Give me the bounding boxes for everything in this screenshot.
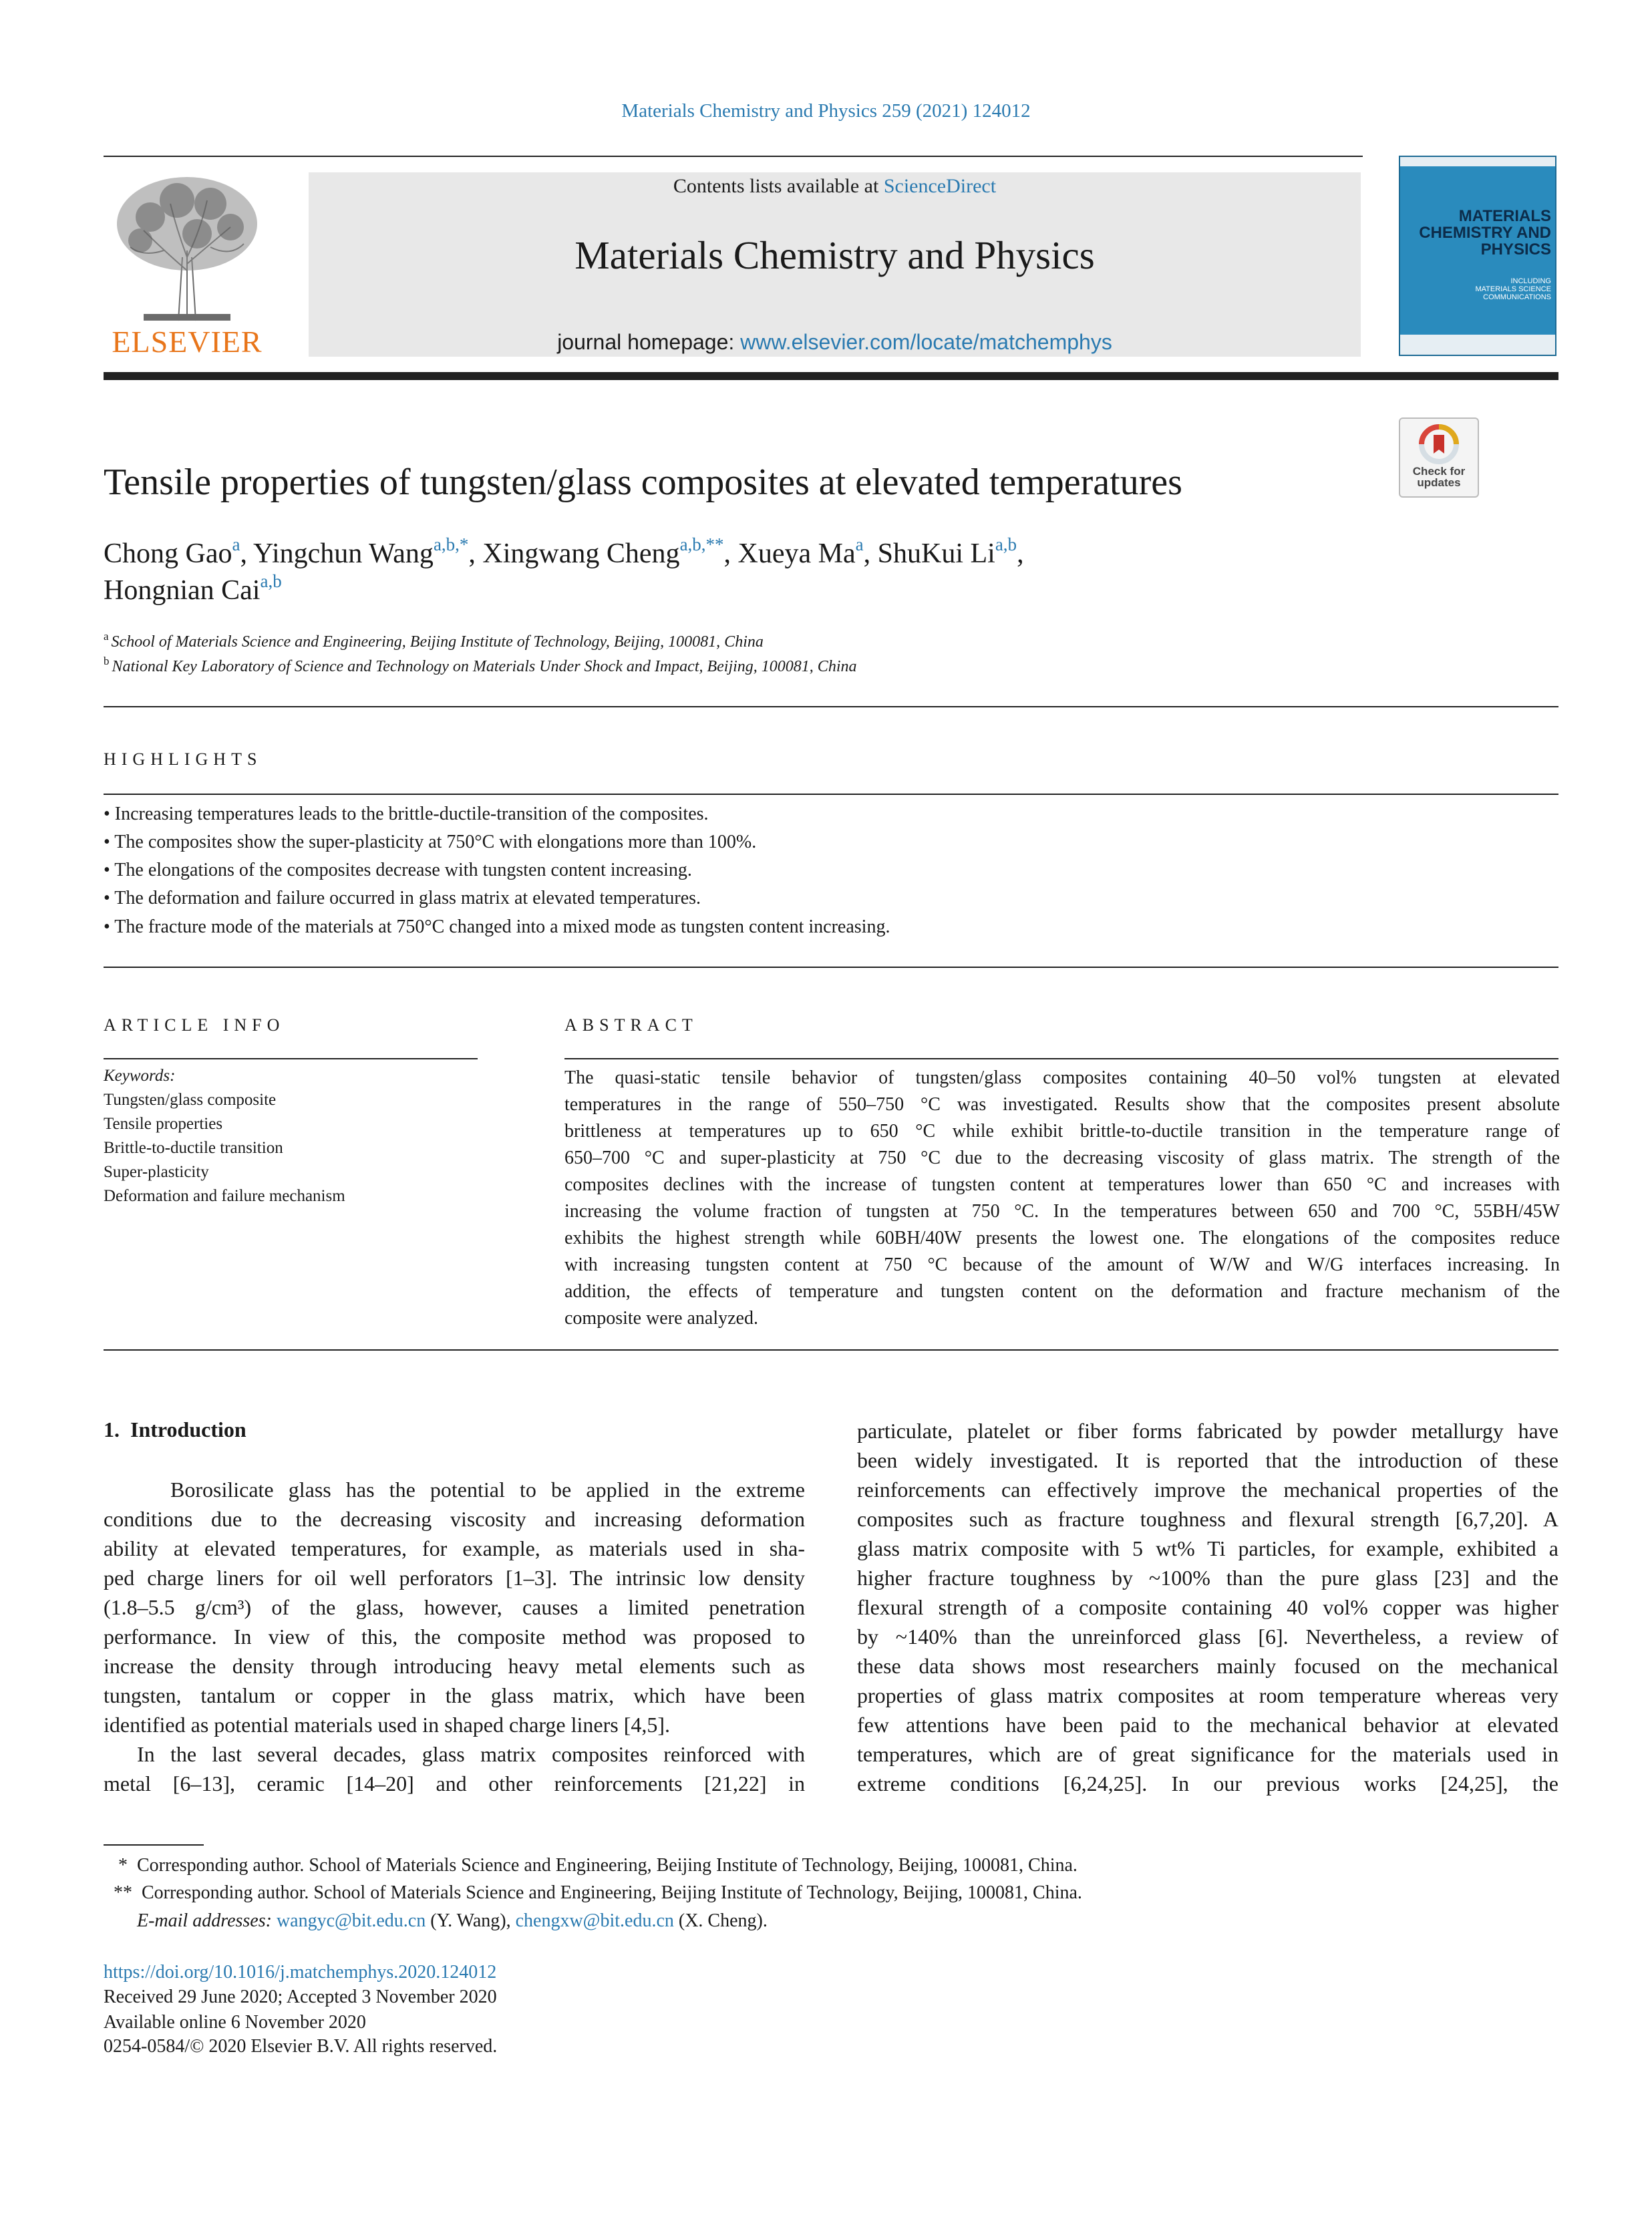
body-line: higher fracture toughness by ~100% than the pure glass [23] and the [857,1566,1558,1590]
corresponding-author-2: ** Corresponding author. School of Materials Science and Engineering, Beijing Institute of Technology, Beijing, 100081, China. [114,1882,1082,1903]
check-updates-label: Check for updates [1412,465,1466,489]
abstract-line: The quasi-static tensile behavior of tungsten/glass composites containing 40–50 vol% tungsten at elevated [564,1067,1560,1088]
sciencedirect-link[interactable]: ScienceDirect [883,175,997,197]
abstract-line: brittleness at temperatures up to 650 °C while exhibit brittle-to-ductile transition in the temperature range of [564,1121,1560,1142]
body-line: particulate, platelet or fiber forms fabricated by powder metallurgy have [857,1419,1558,1443]
check-for-updates-badge[interactable] [1399,417,1479,498]
body-line: conditions due to the decreasing viscosity and increasing deformation [104,1507,805,1531]
body-line: few attentions have been paid to the mechanical behavior at elevated [857,1713,1558,1737]
article-info-rule [104,1058,478,1059]
keyword: Deformation and failure mechanism [104,1187,345,1205]
body-line: extreme conditions [6,24,25]. In our previous works [24,25], the [857,1771,1558,1796]
affiliation-a: $^a$ School of Materials Science and Engineering, Beijing Institute of Technology, Beijing, 100081, China [104,630,764,651]
email-link-cheng[interactable]: chengxw@bit.edu.cn [515,1910,674,1931]
body-line: temperatures, which are of great significance for the materials used in [857,1742,1558,1766]
article-title: Tensile properties of tungsten/glass composites at elevated temperatures [104,462,1182,503]
abstract-line: increasing the volume fraction of tungsten at 750 °C. In the temperatures between 650 and 700 °C, 55BH/45W [564,1201,1560,1222]
cover-top-strip [1400,157,1555,166]
affiliation-b: $^b$ National Key Laboratory of Science and Technology on Materials Under Shock and Impact, Beijing, 100081, China [104,655,857,675]
body-line: glass matrix composite with 5 wt% Ti particles, for example, exhibited a [857,1536,1558,1560]
abstract-rule [564,1058,1558,1059]
email-owner: (Y. Wang), [426,1910,516,1931]
body-line: In the last several decades, glass matrix composites reinforced with [137,1742,805,1766]
body-line: performance. In view of this, the composite method was proposed to [104,1625,805,1649]
keyword: Tungsten/glass composite [104,1091,277,1109]
email-addresses [137,1910,768,1932]
body-line: (1.8–5.5 g/cm³) of the glass, however, causes a limited penetration [104,1595,805,1619]
body-line: flexural strength of a composite containing 40 vol% copper was higher [857,1595,1558,1619]
author-hongnian-cai[interactable]: Hongnian Cai$^{a,b}$ [104,571,282,606]
header-thick-rule [104,372,1558,380]
highlight-item: • The elongations of the composites decrease with tungsten content increasing. [104,860,692,880]
journal-reference[interactable]: Materials Chemistry and Physics 259 (2021) 124012 [621,100,1031,122]
body-line: ped charge liners for oil well perforators [1–3]. The intrinsic low density [104,1566,805,1590]
author-shukui-li[interactable]: ShuKui Li$^{a,b}$ [877,534,1017,569]
author-xueya-ma[interactable]: Xueya Ma$^a$ [737,534,864,569]
doi-link[interactable]: https://doi.org/10.1016/j.matchemphys.2020.124012 [104,1962,497,1983]
abstract-line: exhibits the highest strength while 60BH/40W presents the lowest one. The elongations of the composites reduce [564,1228,1560,1248]
body-line: identified as potential materials used in shaped charge liners [4,5]. [104,1713,671,1737]
received-dates: Received 29 June 2020; Accepted 3 November 2020 [104,1987,497,2007]
abstract-line: composites declines with the increase of tungsten content at temperatures lower than 650 °C and increases with [564,1174,1560,1195]
elsevier-wordmark: ELSEVIER [112,325,263,359]
section-heading-introduction: 1. Introduction [104,1417,246,1441]
keyword: Brittle-to-ductile transition [104,1139,283,1157]
cover-title: MATERIALS CHEMISTRY AND PHYSICS [1419,207,1551,259]
journal-cover-image[interactable] [1399,156,1556,356]
body-line: metal [6–13], ceramic [14–20] and other reinforcements [21,22] in [104,1771,805,1796]
highlights-heading: HIGHLIGHTS [104,749,263,769]
cover-bottom-strip [1400,335,1555,355]
body-line: tungsten, tantalum or copper in the glass matrix, which have been [104,1683,805,1707]
body-line: increase the density through introducing heavy metal elements such as [104,1654,805,1678]
abstract-line: with increasing tungsten content at 750 °C because of the amount of W/W and W/G interfaces increasing. In [564,1254,1560,1275]
footnote-rule [104,1844,204,1846]
article-info-heading: ARTICLE INFO [104,1015,285,1035]
divider-rule [104,706,1558,707]
abstract-line: addition, the effects of temperature and tungsten content on the deformation and fracture mechanism of the [564,1281,1560,1302]
abstract-line: 650–700 °C and super-plasticity at 750 °C due to the decreasing viscosity of glass matrix. The strength of the [564,1148,1560,1168]
journal-title: Materials Chemistry and Physics [574,233,1095,277]
highlight-item: • The composites show the super-plasticity at 750°C with elongations more than 100%. [104,832,757,852]
author-chong-gao[interactable]: Chong Gao$^a$ [104,534,240,569]
corresponding-author-1: * Corresponding author. School of Materials Science and Engineering, Beijing Institute of Technology, Beijing, 100081, China. [114,1855,1078,1876]
email-link-wang[interactable]: wangyc@bit.edu.cn [276,1910,426,1931]
abstract-line: temperatures in the range of 550–750 °C was investigated. Results show that the composites present absolute [564,1094,1560,1115]
highlights-rule [104,794,1558,795]
email-owner: (X. Cheng). [673,1910,768,1931]
homepage-prefix: journal homepage: [557,330,741,354]
email-label: E-mail addresses: [137,1910,277,1931]
body-line: these data shows most researchers mainly focused on the mechanical [857,1654,1558,1678]
abstract-line: composite were analyzed. [564,1308,758,1329]
copyright-line: 0254-0584/© 2020 Elsevier B.V. All rights reserved. [104,2036,498,2057]
abstract-bottom-rule [104,1349,1558,1351]
highlight-item: • Increasing temperatures leads to the brittle-ductile-transition of the composites. [104,804,709,824]
author-yingchun-wang[interactable]: Yingchun Wang$^{a,b,*}$ [253,534,469,569]
body-line: ability at elevated temperatures, for example, as materials used in sha- [104,1536,805,1560]
check-updates-icon [1419,424,1459,464]
highlights-bottom-rule [104,967,1558,968]
highlight-item: • The deformation and failure occurred in glass matrix at elevated temperatures. [104,888,701,908]
cover-subtitle: INCLUDING MATERIALS SCIENCE COMMUNICATIONS [1475,277,1551,301]
keyword: Super-plasticity [104,1163,209,1181]
author-xingwang-cheng[interactable]: Xingwang Cheng$^{a,b,**}$ [482,534,724,569]
body-line: by ~140% than the unreinforced glass [6]. Nevertheless, a review of [857,1625,1558,1649]
keyword: Tensile properties [104,1115,223,1133]
body-line: reinforcements can effectively improve the mechanical properties of the [857,1478,1558,1502]
contents-prefix: Contents lists available at [673,175,884,197]
abstract-heading: ABSTRACT [564,1015,698,1035]
body-line: been widely investigated. It is reported that the introduction of these [857,1448,1558,1472]
body-line: composites such as fracture toughness and flexural strength [6,7,20]. A [857,1507,1558,1531]
homepage-link[interactable]: www.elsevier.com/locate/matchemphys [740,330,1112,354]
header-top-rule [104,156,1363,157]
highlight-item: • The fracture mode of the materials at 750°C changed into a mixed mode as tungsten content increasing. [104,916,890,937]
homepage-line [309,330,1361,355]
contents-line [309,175,1361,198]
author-list: Chong Gao$^a$, Yingchun Wang$^{a,b,*}$, Xingwang Cheng$^{a,b,**}$, Xueya Ma$^a$, ShuKui Li$^{a,b}$, [104,534,1024,569]
body-line: Borosilicate glass has the potential to be applied in the extreme [170,1478,805,1502]
author-list-line2 [104,571,282,607]
keywords-label: Keywords: [104,1067,176,1085]
available-online: Available online 6 November 2020 [104,2012,366,2033]
body-line: properties of glass matrix composites at room temperature whereas very [857,1683,1558,1707]
